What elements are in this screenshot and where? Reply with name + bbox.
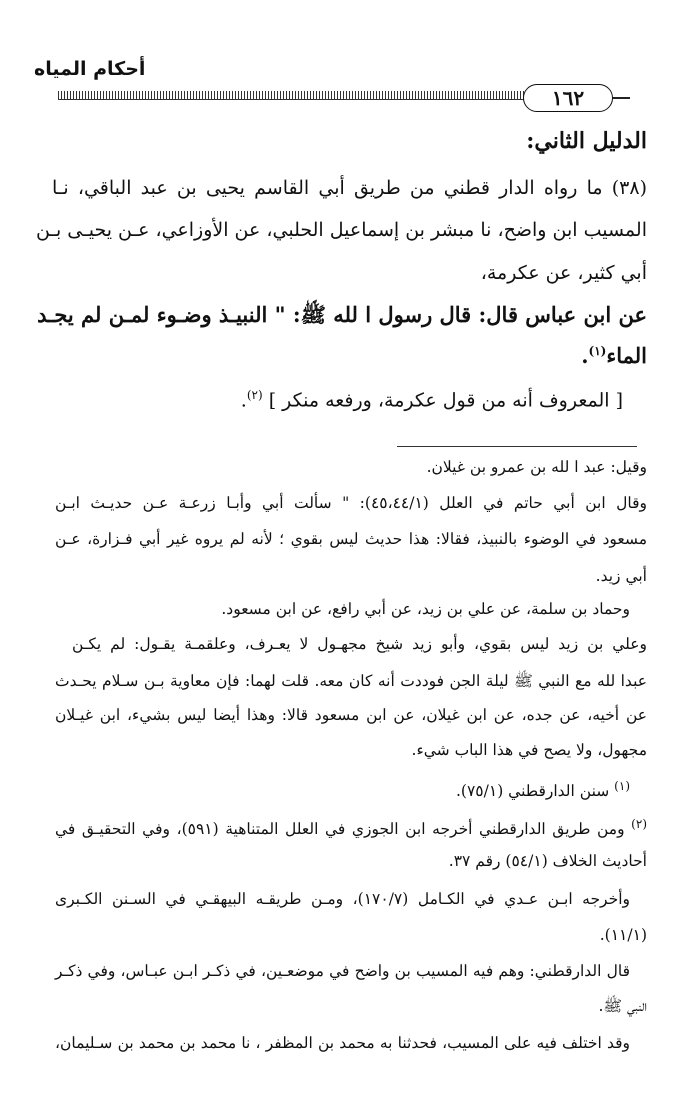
footnote-line: قال الدارقطني: وهم فيه المسيب بن واضح في موضعـين، في ذكـر ابـن عبـاس، وفي ذكـر xyxy=(55,962,630,980)
paragraph-line: (٣٨) ما رواه الدار قطني من طريق أبي القاسم يحيى بن عبد الباقي، نـا xyxy=(52,177,647,199)
hadith-line: عن ابن عباس قال: قال رسول ا لله ﷺ: " النبيـذ وضـوء لمـن لم يجـد xyxy=(37,302,647,327)
ruling-text: [ المعروف أنه من قول عكرمة، ورفعه منكر ] xyxy=(262,389,623,412)
hadith-last-word: الماء xyxy=(606,343,647,368)
footnote-ref-1: (١) xyxy=(588,344,607,358)
footnote-2-line xyxy=(55,817,647,838)
ruling-end-punct: . xyxy=(240,389,247,412)
running-header-title: أحكام المياه xyxy=(34,58,146,80)
footnote-line: مسعود في الوضوء بالنبيذ، فقالا: هذا حديث ليس بقوي ؛ لأنه لم يروه غير أبي فـزارة، عـن xyxy=(55,530,647,548)
footnote-line: وقال ابن أبي حاتم في العلل (٤٥،٤٤/١): " سألت أبي وأبـا زرعـة عـن حديـث ابـن xyxy=(55,494,647,512)
paragraph-line: المسيب ابن واضح، نا مبشر بن إسماعيل الحلبي، عن الأوزاعي، عـن يحيـى بـن xyxy=(35,219,647,241)
footnote-2-marker: (٢) xyxy=(631,817,647,831)
footnote-ref-2: (٢) xyxy=(246,388,263,402)
footnote-line: وقيل: عبد ا لله بن عمرو بن غيلان. xyxy=(426,458,647,476)
header-rule-line xyxy=(58,99,528,100)
header-ornament-rule xyxy=(58,91,528,99)
footnote-2-text: ومن طريق الدارقطني أخرجه ابن الجوزي في العلل المتناهية (٥٩١)، وفي التحقيـق في xyxy=(55,820,632,839)
page-number: ١٦٢ xyxy=(551,86,585,110)
section-heading: الدليل الثاني: xyxy=(526,128,647,154)
hadith-end-punct: . xyxy=(581,343,589,368)
footnote-1-text: سنن الدارقطني (٧٥/١). xyxy=(456,782,615,801)
ruling-line xyxy=(28,388,623,411)
footnote-line: وحماد بن سلمة، عن علي بن زيد، عن أبي رافع، عن ابن مسعود. xyxy=(221,600,630,618)
footnote-line: النبي ﷺ. xyxy=(598,997,647,1015)
footnote-1 xyxy=(456,779,630,800)
footnote-line: أبي زيد. xyxy=(595,567,647,585)
hadith-line-end xyxy=(52,343,647,368)
footnote-line: (١١/١). xyxy=(599,926,647,944)
footnote-line: عبدا لله مع النبي ﷺ ليلة الجن فوددت أنه كان معه. قلت لهما: فإن معاوية بـن سـلام يحـدث xyxy=(55,672,647,690)
footnote-line: وقد اختلف فيه على المسيب، فحدثنا به محمد بن المظفر ، نا محمد بن محمد بن سـليمان، xyxy=(55,1034,630,1052)
footnote-line: وعلي بن زيد ليس بقوي، وأبو زيد شيخ مجهـول لا يعـرف، وعلقمـة يقـول: لم يكـن xyxy=(72,635,647,653)
footnote-1-marker: (١) xyxy=(614,779,630,793)
paragraph-line: أبي كثير، عن عكرمة، xyxy=(480,262,647,284)
footnote-line: مجهول، ولا يصح في هذا الباب شيء. xyxy=(411,741,647,759)
footnote-line: عن أخيه، عن جده، عن ابن غيلان، عن ابن مسعود قالا: وهذا أيضا ليس بشيء، ابن غيـلان xyxy=(55,706,647,724)
footnote-divider xyxy=(397,446,637,447)
page-number-badge xyxy=(523,84,613,112)
footnote-line: أحاديث الخلاف (٥٤/١) رقم ٣٧. xyxy=(448,852,647,870)
footnote-line: وأخرجه ابـن عـدي في الكـامل (١٧٠/٧)، ومـن طريقـه البيهقـي في السـنن الكـبرى xyxy=(55,890,630,908)
header-rule-tail xyxy=(610,97,630,99)
